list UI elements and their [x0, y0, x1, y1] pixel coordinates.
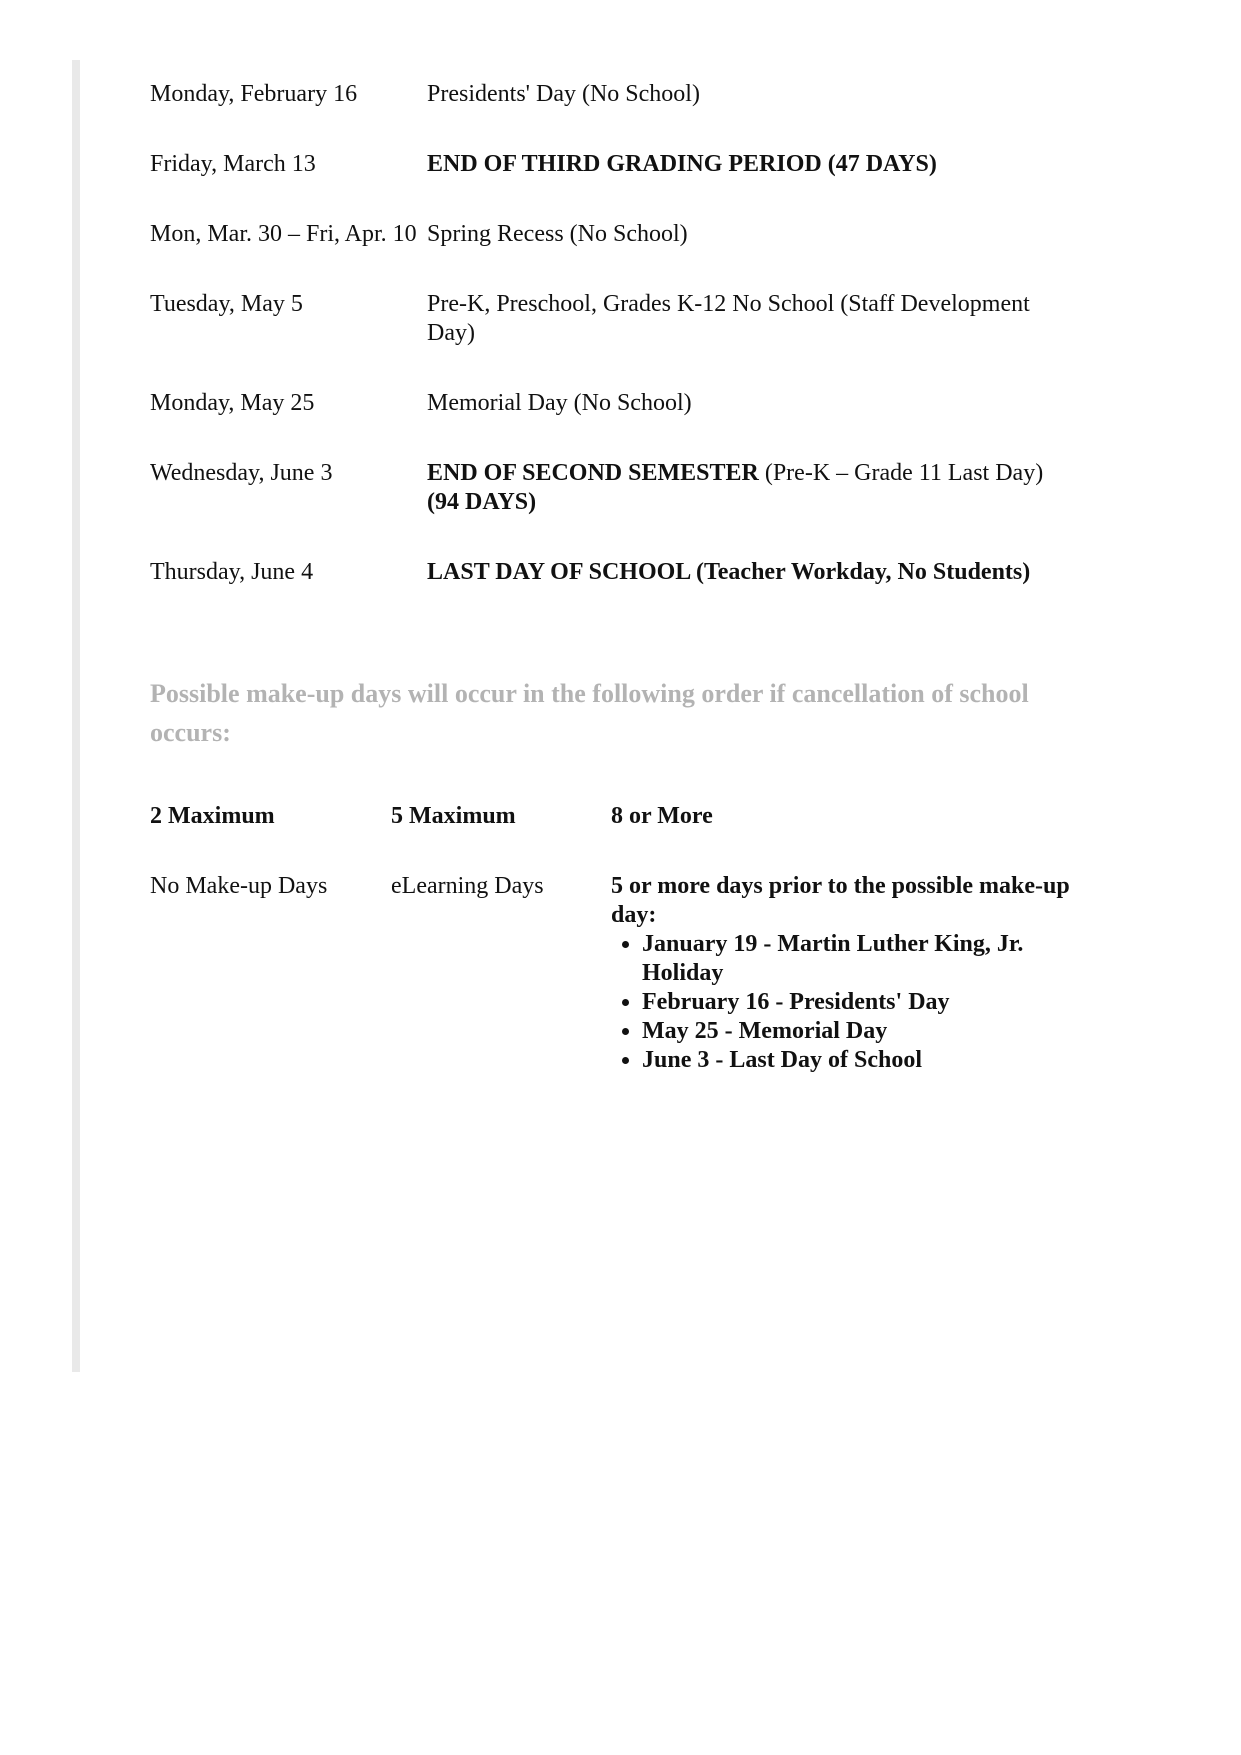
event-description-text: END OF THIRD GRADING PERIOD (47 DAYS) — [427, 151, 937, 177]
event-description — [427, 558, 1077, 587]
event-row — [150, 150, 1090, 179]
event-row — [150, 459, 1090, 517]
event-description-text: (94 DAYS) — [427, 489, 537, 515]
event-row — [150, 80, 1090, 109]
list-item: • February 16 - Presidents' Day — [642, 988, 1081, 1017]
event-description-text: LAST DAY OF SCHOOL (Teacher Workday, No Students) — [427, 559, 1031, 585]
makeup-body-row — [150, 872, 1090, 1075]
makeup-heading: Possible make-up days will occur in the following order if cancellation of school occurs: — [150, 679, 1029, 747]
event-row — [150, 558, 1090, 587]
header-8-or-more: 8 or More — [611, 803, 713, 829]
events-list — [150, 80, 1090, 587]
event-description — [427, 389, 1077, 418]
header-2-maximum: 2 Maximum — [150, 803, 275, 829]
event-date: Mon, Mar. 30 – Fri, Apr. 10 — [150, 221, 417, 247]
event-date: Tuesday, May 5 — [150, 291, 303, 317]
left-border-rule — [72, 60, 80, 1372]
event-row — [150, 220, 1090, 249]
makeup-header-row — [150, 802, 1090, 831]
event-description-text: Memorial Day (No School) — [427, 390, 692, 416]
event-description — [427, 80, 1077, 109]
event-description-text: Spring Recess (No School) — [427, 221, 688, 247]
makeup-days-intro: 5 or more days prior to the possible make-up day: — [611, 873, 1070, 928]
calendar-content — [150, 80, 1090, 1075]
event-description-text: Pre-K, Preschool, Grades K-12 No School (Staff Development Day) — [427, 291, 1030, 346]
event-date: Thursday, June 4 — [150, 559, 314, 585]
makeup-table — [150, 802, 1090, 1075]
event-description-text: END OF SECOND SEMESTER — [427, 460, 759, 486]
event-description-text: (Pre-K – Grade 11 Last Day) — [758, 460, 1044, 486]
event-row — [150, 290, 1090, 348]
event-date: Friday, March 13 — [150, 151, 316, 177]
event-description — [427, 290, 1077, 348]
list-item: • May 25 - Memorial Day — [642, 1017, 1081, 1046]
event-description — [427, 220, 1077, 249]
no-makeup-days: No Make-up Days — [150, 873, 328, 899]
list-item: • June 3 - Last Day of School — [642, 1046, 1081, 1075]
event-date: Monday, February 16 — [150, 81, 358, 107]
header-5-maximum: 5 Maximum — [391, 803, 516, 829]
event-description — [427, 459, 1077, 517]
makeup-days-list — [611, 930, 1081, 1075]
event-date: Wednesday, June 3 — [150, 460, 333, 486]
event-row — [150, 389, 1090, 418]
event-date: Monday, May 25 — [150, 390, 315, 416]
event-description — [427, 150, 1077, 179]
elearning-days: eLearning Days — [391, 873, 544, 899]
list-item: • January 19 - Martin Luther King, Jr. Holiday — [642, 930, 1081, 988]
makeup-days-cell — [611, 872, 1081, 1075]
event-description-text: Presidents' Day (No School) — [427, 81, 700, 107]
